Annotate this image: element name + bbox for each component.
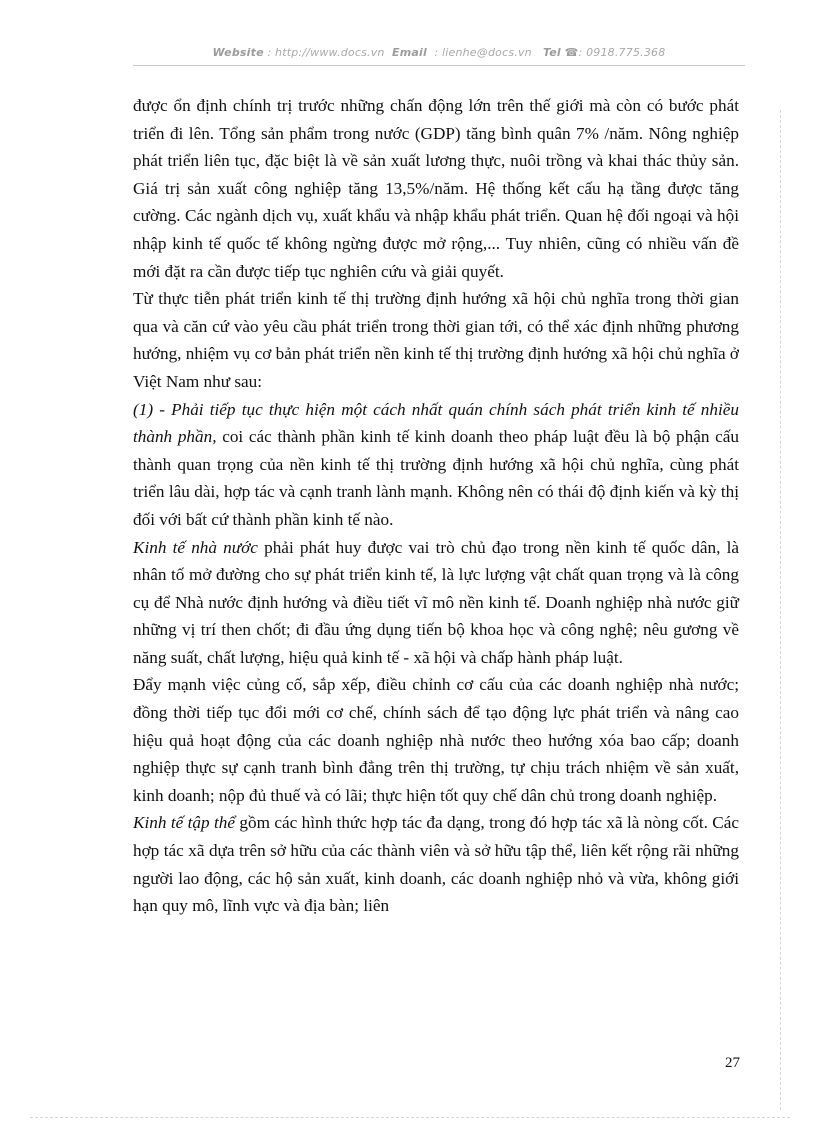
paragraph-multi-sector-policy xyxy=(133,396,739,534)
email-label: Email xyxy=(392,46,427,59)
paragraph-gdp-growth: được ổn định chính trị trước những chấn động lớn trên thế giới mà còn có bước phát triển đi lên. Tổng sản phẩm trong nước (GDP) tăng bình quân 7% /năm. Nông nghiệp phát triển liên tục, đặc biệt là về sản xuất lương thực, nuôi trồng và khai thác thủy sản. Giá trị sản xuất công nghiệp tăng 13,5%/năm. Hệ thống kết cấu hạ tầng được tăng cường. Các ngành dịch vụ, xuất khẩu và nhập khẩu phát triển. Quan hệ đối ngoại và hội nhập kinh tế quốc tế không ngừng được mở rộng,... Tuy nhiên, cũng có nhiều vấn đề mới đặt ra cần được tiếp tục nghiên cứu và giải quyết. xyxy=(133,96,739,281)
phone-icon: ☎ xyxy=(564,46,579,59)
header-divider xyxy=(133,65,745,66)
email-value: : lienhe@docs.vn xyxy=(434,46,532,59)
document-body xyxy=(133,92,739,920)
collective-economy-text: gồm các hình thức hợp tác đa dạng, trong đó hợp tác xã là nòng cốt. Các hợp tác xã dựa trên sở hữu của các thành viên và sở hữu tập thể, liên kết rộng rãi những người lao động, các hộ sản xuất, kinh doanh, các doanh nghiệp nhỏ và vừa, không giới hạn quy mô, lĩnh vực và địa bàn; liên xyxy=(133,813,740,916)
paragraph-soe-restructuring: Đẩy mạnh việc củng cố, sắp xếp, điều chỉnh cơ cấu của các doanh nghiệp nhà nước; đồng thời tiếp tục đổi mới cơ chế, chính sách để tạo động lực phát triển và nâng cao hiệu quả hoạt động của các doanh nghiệp nhà nước theo hướng xóa bao cấp; doanh nghiệp thực sự cạnh tranh bình đẳng trên thị trường, tự chịu trách nhiệm về sản xuất, kinh doanh; nộp đủ thuế và có lãi; thực hiện tốt quy chế dân chủ trong doanh nghiệp. xyxy=(133,675,739,805)
paragraph-collective-economy xyxy=(133,809,739,919)
state-economy-term: Kinh tế nhà nước xyxy=(133,537,258,557)
page-number: 27 xyxy=(725,1055,740,1071)
tel-value: : 0918.775.368 xyxy=(578,46,666,59)
website-label: Website xyxy=(212,46,264,59)
multi-sector-policy-text: coi các thành phần kinh tế kinh doanh theo pháp luật đều là bộ phận cấu thành quan trọng của nền kinh tế thị trường định hướng xã hội chủ nghĩa, cùng phát triển lâu dài, hợp tác và cạnh tranh lành mạnh. Không nên có thái độ định kiến và kỳ thị đối với bất cứ thành phần kinh tế nào. xyxy=(133,427,739,529)
page-edge-right xyxy=(780,110,781,1110)
website-value: : http://www.docs.vn xyxy=(267,46,385,59)
multi-sector-policy-heading: (1) - Phải tiếp tục thực hiện một cách nhất quán chính sách phát triển kinh tế nhiều thành phần, xyxy=(133,399,739,447)
tel-label: Tel xyxy=(542,46,561,59)
paragraph-state-economy xyxy=(133,534,739,672)
collective-economy-term: Kinh tế tập thể xyxy=(133,813,235,833)
page-header xyxy=(133,46,745,66)
state-economy-text: phải phát huy được vai trò chủ đạo trong nền kinh tế quốc dân, là nhân tố mở đường cho sự phát triển kinh tế, là lực lượng vật chất quan trọng và là công cụ để Nhà nước định hướng và điều tiết vĩ mô nền kinh tế. Doanh nghiệp nhà nước giữ những vị trí then chốt; đi đầu ứng dụng tiến bộ khoa học và công nghệ; nêu gương về năng suất, chất lượng, hiệu quả kinh tế - xã hội và chấp hành pháp luật. xyxy=(133,537,739,667)
paragraph-directions-intro: Từ thực tiễn phát triển kinh tế thị trường định hướng xã hội chủ nghĩa trong thời gian qua và căn cứ vào yêu cầu phát triển trong thời gian tới, có thể xác định những phương hướng, nhiệm vụ cơ bản phát triển nền kinh tế thị trường định hướng xã hội chủ nghĩa ở Việt Nam như sau: xyxy=(133,289,739,391)
page-edge-bottom xyxy=(30,1117,790,1118)
